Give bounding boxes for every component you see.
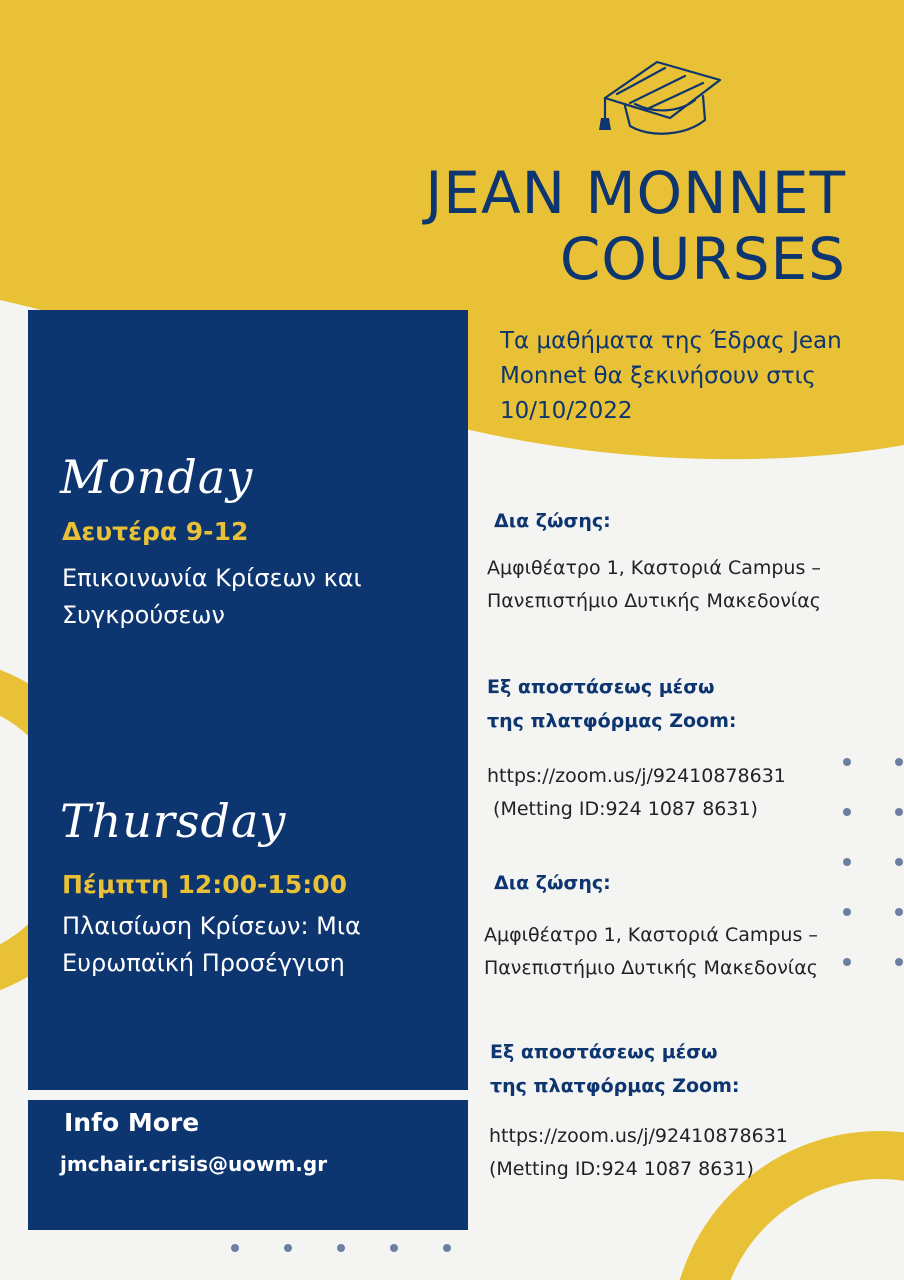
session-2-inperson-label: Δια ζώσης:: [494, 872, 611, 894]
title-line-1: JEAN MONNET: [425, 159, 846, 227]
title-line-2: COURSES: [559, 225, 846, 293]
session-1-zoom-label: Εξ αποστάσεως μέσω της πλατφόρμας Zoom:: [487, 676, 737, 732]
subtitle: Τα μαθήματα της Έδρας Jean Monnet θα ξεκινήσουν στις 10/10/2022: [500, 328, 842, 424]
bottom-dot-row: [231, 1244, 451, 1252]
session-2-location: Αμφιθέατρο 1, Καστοριά Campus – Πανεπιστήμιο Δυτικής Μακεδονίας: [484, 924, 818, 979]
session-1-location: Αμφιθέατρο 1, Καστοριά Campus – Πανεπιστήμιο Δυτικής Μακεδονίας: [487, 557, 821, 612]
monday-course: Επικοινωνία Κρίσεων και Συγκρούσεων: [62, 564, 362, 629]
contact-email-link[interactable]: jmchair.crisis@uowm.gr: [60, 1152, 328, 1176]
thursday-time: Πέμπτη 12:00-15:00: [62, 870, 347, 899]
graduation-cap-icon: [595, 58, 725, 138]
thursday-heading: Thursday: [60, 794, 287, 848]
monday-time: Δευτέρα 9-12: [62, 517, 249, 546]
right-dot-grid: [843, 758, 903, 966]
session-1-zoom-link[interactable]: https://zoom.us/j/92410878631 (Metting ID:924 1087 8631): [487, 765, 786, 820]
session-2-zoom-link[interactable]: https://zoom.us/j/92410878631 (Metting ID:924 1087 8631): [489, 1125, 788, 1180]
info-title: Info More: [64, 1108, 200, 1137]
thursday-course: Πλαισίωση Κρίσεων: Μια Ευρωπαϊκή Προσέγγιση: [62, 912, 361, 977]
session-1-inperson-label: Δια ζώσης:: [494, 510, 611, 532]
page-title: [425, 160, 846, 292]
monday-heading: Monday: [60, 450, 254, 504]
session-2-zoom-label: Εξ αποστάσεως μέσω της πλατφόρμας Zoom:: [490, 1041, 740, 1097]
info-box: [28, 1100, 468, 1230]
schedule-panel: [28, 310, 468, 1090]
